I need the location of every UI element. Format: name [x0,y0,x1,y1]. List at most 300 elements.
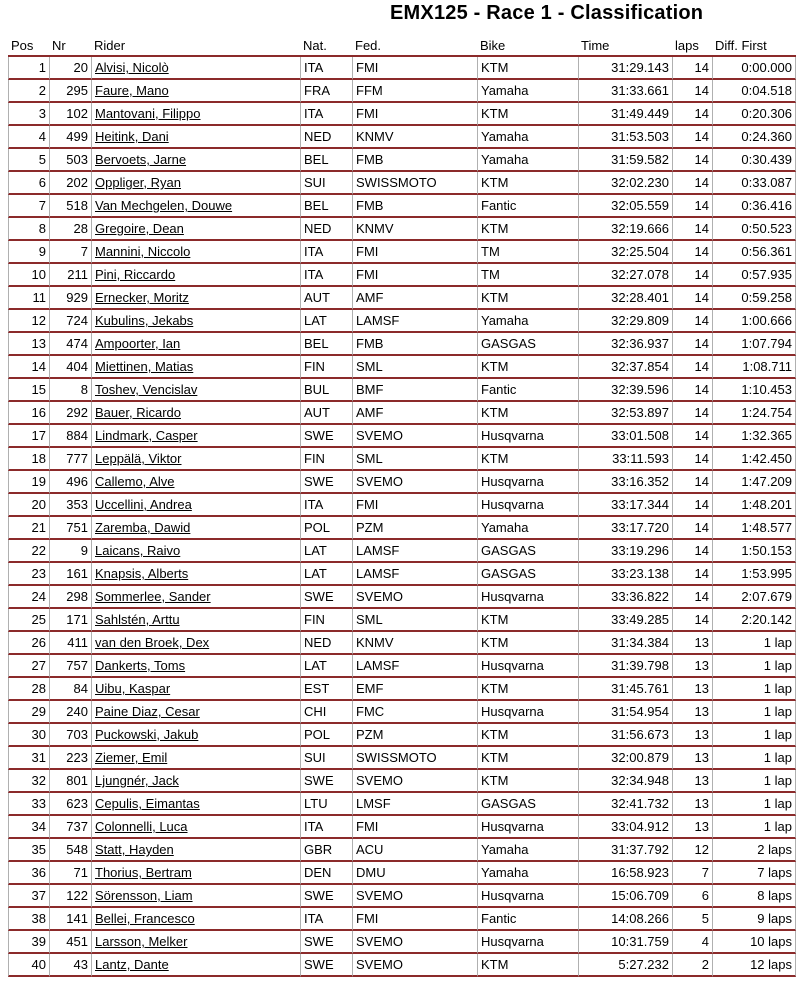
bike-cell: Husqvarna [477,701,578,724]
table-row [8,540,796,563]
laps-cell: 14 [672,425,712,448]
rider-link[interactable]: Dankerts, Toms [95,658,186,673]
number-cell: 451 [49,931,91,954]
time-cell: 16:58.923 [578,862,672,885]
position-cell: 5 [8,149,49,172]
time-cell: 33:19.296 [578,540,672,563]
laps-cell: 13 [672,724,712,747]
position-cell: 37 [8,885,49,908]
laps-cell: 14 [672,126,712,149]
rider-cell [91,195,300,218]
diff-first-cell: 1 lap [712,632,796,655]
bike-cell: GASGAS [477,793,578,816]
time-cell: 31:37.792 [578,839,672,862]
position-cell: 29 [8,701,49,724]
classification-table [8,35,796,977]
rider-cell [91,264,300,287]
laps-cell: 13 [672,816,712,839]
laps-cell: 14 [672,103,712,126]
bike-cell: KTM [477,770,578,793]
diff-first-cell: 2:20.142 [712,609,796,632]
table-row [8,287,796,310]
rider-cell [91,724,300,747]
laps-cell: 14 [672,172,712,195]
nationality-cell: SUI [300,747,352,770]
col-header-nat: Nat. [300,35,352,57]
diff-first-cell: 1 lap [712,724,796,747]
nationality-cell: LAT [300,540,352,563]
rider-link[interactable]: Gregoire, Dean [95,221,184,236]
diff-first-cell: 1:42.450 [712,448,796,471]
nationality-cell: NED [300,126,352,149]
laps-cell: 13 [672,793,712,816]
rider-link[interactable]: Toshev, Vencislav [95,382,198,397]
table-row [8,494,796,517]
rider-cell [91,57,300,80]
rider-link[interactable]: Mannini, Niccolo [95,244,191,259]
nationality-cell: ITA [300,908,352,931]
laps-cell: 2 [672,954,712,977]
number-cell: 724 [49,310,91,333]
time-cell: 33:49.285 [578,609,672,632]
federation-cell: LAMSF [352,563,477,586]
number-cell: 28 [49,218,91,241]
rider-cell [91,287,300,310]
rider-cell [91,356,300,379]
diff-first-cell: 0:59.258 [712,287,796,310]
position-cell: 35 [8,839,49,862]
rider-link[interactable]: Pini, Riccardo [95,267,176,282]
position-cell: 39 [8,931,49,954]
federation-cell: SWISSMOTO [352,747,477,770]
diff-first-cell: 1 lap [712,747,796,770]
number-cell: 548 [49,839,91,862]
table-row [8,264,796,287]
number-cell: 801 [49,770,91,793]
laps-cell: 13 [672,701,712,724]
number-cell: 499 [49,126,91,149]
bike-cell: KTM [477,724,578,747]
rider-link[interactable]: Lantz, Dante [95,957,169,972]
federation-cell: FMI [352,103,477,126]
rider-cell [91,241,300,264]
time-cell: 15:06.709 [578,885,672,908]
number-cell: 751 [49,517,91,540]
table-row [8,448,796,471]
position-cell: 27 [8,655,49,678]
diff-first-cell: 0:33.087 [712,172,796,195]
rider-cell [91,655,300,678]
federation-cell: KNMV [352,126,477,149]
rider-link[interactable]: Ljungnér, Jack [95,773,179,788]
table-row [8,885,796,908]
diff-first-cell: 7 laps [712,862,796,885]
federation-cell: SVEMO [352,954,477,977]
table-row [8,632,796,655]
diff-first-cell: 0:00.000 [712,57,796,80]
bike-cell: Husqvarna [477,425,578,448]
bike-cell: Fantic [477,908,578,931]
federation-cell: FMI [352,241,477,264]
nationality-cell: SWE [300,471,352,494]
table-row [8,356,796,379]
rider-link[interactable]: Knapsis, Alberts [95,566,189,581]
rider-link[interactable]: Ampoorter, Ian [95,336,181,351]
bike-cell: KTM [477,287,578,310]
position-cell: 34 [8,816,49,839]
time-cell: 32:00.879 [578,747,672,770]
laps-cell: 14 [672,471,712,494]
position-cell: 6 [8,172,49,195]
time-cell: 32:28.401 [578,287,672,310]
diff-first-cell: 0:20.306 [712,103,796,126]
time-cell: 32:19.666 [578,218,672,241]
header-row [8,35,796,57]
rider-cell [91,103,300,126]
federation-cell: SWISSMOTO [352,172,477,195]
number-cell: 20 [49,57,91,80]
diff-first-cell: 1:08.711 [712,356,796,379]
position-cell: 25 [8,609,49,632]
bike-cell: KTM [477,57,578,80]
bike-cell: Husqvarna [477,494,578,517]
rider-cell [91,885,300,908]
diff-first-cell: 0:56.361 [712,241,796,264]
table-row [8,402,796,425]
rider-cell [91,931,300,954]
position-cell: 32 [8,770,49,793]
rider-link[interactable]: Thorius, Bertram [95,865,192,880]
bike-cell: KTM [477,954,578,977]
table-row [8,57,796,80]
number-cell: 240 [49,701,91,724]
federation-cell: FMC [352,701,477,724]
diff-first-cell: 1:07.794 [712,333,796,356]
laps-cell: 13 [672,655,712,678]
bike-cell: KTM [477,218,578,241]
results-body [8,57,796,977]
number-cell: 411 [49,632,91,655]
federation-cell: SVEMO [352,471,477,494]
bike-cell: Yamaha [477,126,578,149]
nationality-cell: ITA [300,264,352,287]
federation-cell: FMI [352,57,477,80]
diff-first-cell: 1 lap [712,678,796,701]
nationality-cell: BUL [300,379,352,402]
laps-cell: 12 [672,839,712,862]
bike-cell: KTM [477,678,578,701]
position-cell: 4 [8,126,49,149]
table-row [8,333,796,356]
number-cell: 223 [49,747,91,770]
time-cell: 31:34.384 [578,632,672,655]
laps-cell: 5 [672,908,712,931]
rider-link[interactable]: Oppliger, Ryan [95,175,181,190]
position-cell: 40 [8,954,49,977]
rider-cell [91,379,300,402]
laps-cell: 14 [672,448,712,471]
table-row [8,931,796,954]
bike-cell: Husqvarna [477,816,578,839]
rider-link[interactable]: Kubulins, Jekabs [95,313,194,328]
federation-cell: FMB [352,149,477,172]
nationality-cell: LTU [300,793,352,816]
laps-cell: 14 [672,218,712,241]
rider-link[interactable]: Uibu, Kaspar [95,681,171,696]
nationality-cell: SWE [300,425,352,448]
laps-cell: 13 [672,632,712,655]
position-cell: 2 [8,80,49,103]
diff-first-cell: 1:48.577 [712,517,796,540]
nationality-cell: NED [300,218,352,241]
time-cell: 5:27.232 [578,954,672,977]
col-header-laps: laps [672,35,712,57]
nationality-cell: AUT [300,402,352,425]
number-cell: 102 [49,103,91,126]
laps-cell: 14 [672,333,712,356]
rider-link[interactable]: Van Mechgelen, Douwe [95,198,233,213]
laps-cell: 13 [672,678,712,701]
col-header-time: Time [578,35,672,57]
rider-link[interactable]: Alvisi, Nicolò [95,60,169,75]
rider-link[interactable]: Paine Diaz, Cesar [95,704,200,719]
rider-link[interactable]: Statt, Hayden [95,842,174,857]
bike-cell: Yamaha [477,862,578,885]
time-cell: 32:53.897 [578,402,672,425]
diff-first-cell: 1:00.666 [712,310,796,333]
laps-cell: 14 [672,149,712,172]
rider-link[interactable]: Ziemer, Emil [95,750,168,765]
federation-cell: FMI [352,264,477,287]
time-cell: 31:59.582 [578,149,672,172]
bike-cell: Yamaha [477,80,578,103]
rider-link[interactable]: Faure, Mano [95,83,169,98]
nationality-cell: ITA [300,816,352,839]
rider-link[interactable]: Zaremba, Dawid [95,520,191,535]
table-row [8,80,796,103]
position-cell: 3 [8,103,49,126]
rider-cell [91,517,300,540]
table-row [8,770,796,793]
bike-cell: Husqvarna [477,471,578,494]
number-cell: 295 [49,80,91,103]
rider-link[interactable]: Bellei, Francesco [95,911,195,926]
rider-cell [91,540,300,563]
position-cell: 30 [8,724,49,747]
rider-cell [91,172,300,195]
table-row [8,103,796,126]
table-row [8,149,796,172]
table-row [8,195,796,218]
rider-cell [91,908,300,931]
number-cell: 84 [49,678,91,701]
diff-first-cell: 0:36.416 [712,195,796,218]
table-row [8,655,796,678]
nationality-cell: FRA [300,80,352,103]
nationality-cell: POL [300,724,352,747]
table-row [8,126,796,149]
table-row [8,609,796,632]
laps-cell: 13 [672,770,712,793]
bike-cell: Husqvarna [477,586,578,609]
nationality-cell: SWE [300,586,352,609]
federation-cell: PZM [352,517,477,540]
bike-cell: KTM [477,172,578,195]
position-cell: 1 [8,57,49,80]
position-cell: 36 [8,862,49,885]
number-cell: 496 [49,471,91,494]
time-cell: 33:23.138 [578,563,672,586]
col-header-bike: Bike [477,35,578,57]
nationality-cell: LAT [300,563,352,586]
table-row [8,862,796,885]
table-row [8,793,796,816]
nationality-cell: AUT [300,287,352,310]
rider-cell [91,310,300,333]
diff-first-cell: 1:10.453 [712,379,796,402]
rider-link[interactable]: Laicans, Raivo [95,543,181,558]
nationality-cell: SWE [300,931,352,954]
number-cell: 474 [49,333,91,356]
laps-cell: 14 [672,517,712,540]
nationality-cell: SWE [300,770,352,793]
time-cell: 32:29.809 [578,310,672,333]
rider-link[interactable]: Callemo, Alve [95,474,175,489]
diff-first-cell: 9 laps [712,908,796,931]
diff-first-cell: 1:32.365 [712,425,796,448]
nationality-cell: FIN [300,609,352,632]
number-cell: 141 [49,908,91,931]
federation-cell: SVEMO [352,770,477,793]
bike-cell: Husqvarna [477,655,578,678]
bike-cell: Fantic [477,379,578,402]
table-row [8,517,796,540]
table-row [8,678,796,701]
rider-cell [91,678,300,701]
time-cell: 33:11.593 [578,448,672,471]
laps-cell: 14 [672,540,712,563]
federation-cell: SML [352,609,477,632]
table-row [8,816,796,839]
rider-link[interactable]: Sörensson, Liam [95,888,193,903]
diff-first-cell: 0:50.523 [712,218,796,241]
number-cell: 161 [49,563,91,586]
nationality-cell: FIN [300,448,352,471]
rider-cell [91,218,300,241]
number-cell: 503 [49,149,91,172]
time-cell: 32:27.078 [578,264,672,287]
number-cell: 202 [49,172,91,195]
rider-cell [91,609,300,632]
time-cell: 32:02.230 [578,172,672,195]
position-cell: 12 [8,310,49,333]
bike-cell: KTM [477,402,578,425]
laps-cell: 14 [672,494,712,517]
federation-cell: SML [352,356,477,379]
rider-link[interactable]: Mantovani, Filippo [95,106,201,121]
position-cell: 18 [8,448,49,471]
diff-first-cell: 10 laps [712,931,796,954]
time-cell: 31:29.143 [578,57,672,80]
number-cell: 292 [49,402,91,425]
rider-cell [91,402,300,425]
rider-link[interactable]: Leppälä, Viktor [95,451,182,466]
rider-link[interactable]: Colonnelli, Luca [95,819,188,834]
federation-cell: DMU [352,862,477,885]
rider-link[interactable]: Miettinen, Matias [95,359,194,374]
federation-cell: FMB [352,333,477,356]
rider-cell [91,747,300,770]
position-cell: 24 [8,586,49,609]
rider-cell [91,563,300,586]
number-cell: 122 [49,885,91,908]
col-header-diff: Diff. First [712,35,796,57]
time-cell: 31:33.661 [578,80,672,103]
nationality-cell: LAT [300,655,352,678]
time-cell: 33:17.720 [578,517,672,540]
bike-cell: GASGAS [477,540,578,563]
rider-cell [91,126,300,149]
nationality-cell: FIN [300,356,352,379]
position-cell: 38 [8,908,49,931]
number-cell: 623 [49,793,91,816]
rider-link[interactable]: Sommerlee, Sander [95,589,211,604]
laps-cell: 14 [672,264,712,287]
table-row [8,172,796,195]
number-cell: 8 [49,379,91,402]
rider-cell [91,471,300,494]
rider-link[interactable]: Cepulis, Eimantas [95,796,200,811]
rider-link[interactable]: Larsson, Melker [95,934,188,949]
rider-link[interactable]: Ernecker, Moritz [95,290,189,305]
rider-link[interactable]: Bervoets, Jarne [95,152,187,167]
rider-link[interactable]: Bauer, Ricardo [95,405,181,420]
federation-cell: FMI [352,494,477,517]
time-cell: 32:39.596 [578,379,672,402]
bike-cell: KTM [477,747,578,770]
time-cell: 31:45.761 [578,678,672,701]
position-cell: 10 [8,264,49,287]
rider-link[interactable]: Puckowski, Jakub [95,727,199,742]
table-row [8,701,796,724]
laps-cell: 14 [672,609,712,632]
rider-link[interactable]: Uccellini, Andrea [95,497,192,512]
time-cell: 33:36.822 [578,586,672,609]
nationality-cell: DEN [300,862,352,885]
nationality-cell: NED [300,632,352,655]
time-cell: 31:54.954 [578,701,672,724]
bike-cell: KTM [477,632,578,655]
number-cell: 9 [49,540,91,563]
number-cell: 71 [49,862,91,885]
table-row [8,379,796,402]
rider-link[interactable]: Lindmark, Casper [95,428,198,443]
diff-first-cell: 0:30.439 [712,149,796,172]
position-cell: 23 [8,563,49,586]
rider-link[interactable]: Heitink, Dani [95,129,169,144]
rider-link[interactable]: van den Broek, Dex [95,635,210,650]
position-cell: 33 [8,793,49,816]
rider-link[interactable]: Sahlstén, Arttu [95,612,180,627]
number-cell: 777 [49,448,91,471]
laps-cell: 14 [672,402,712,425]
position-cell: 11 [8,287,49,310]
diff-first-cell: 0:57.935 [712,264,796,287]
diff-first-cell: 1 lap [712,770,796,793]
time-cell: 33:17.344 [578,494,672,517]
rider-cell [91,862,300,885]
federation-cell: KNMV [352,218,477,241]
